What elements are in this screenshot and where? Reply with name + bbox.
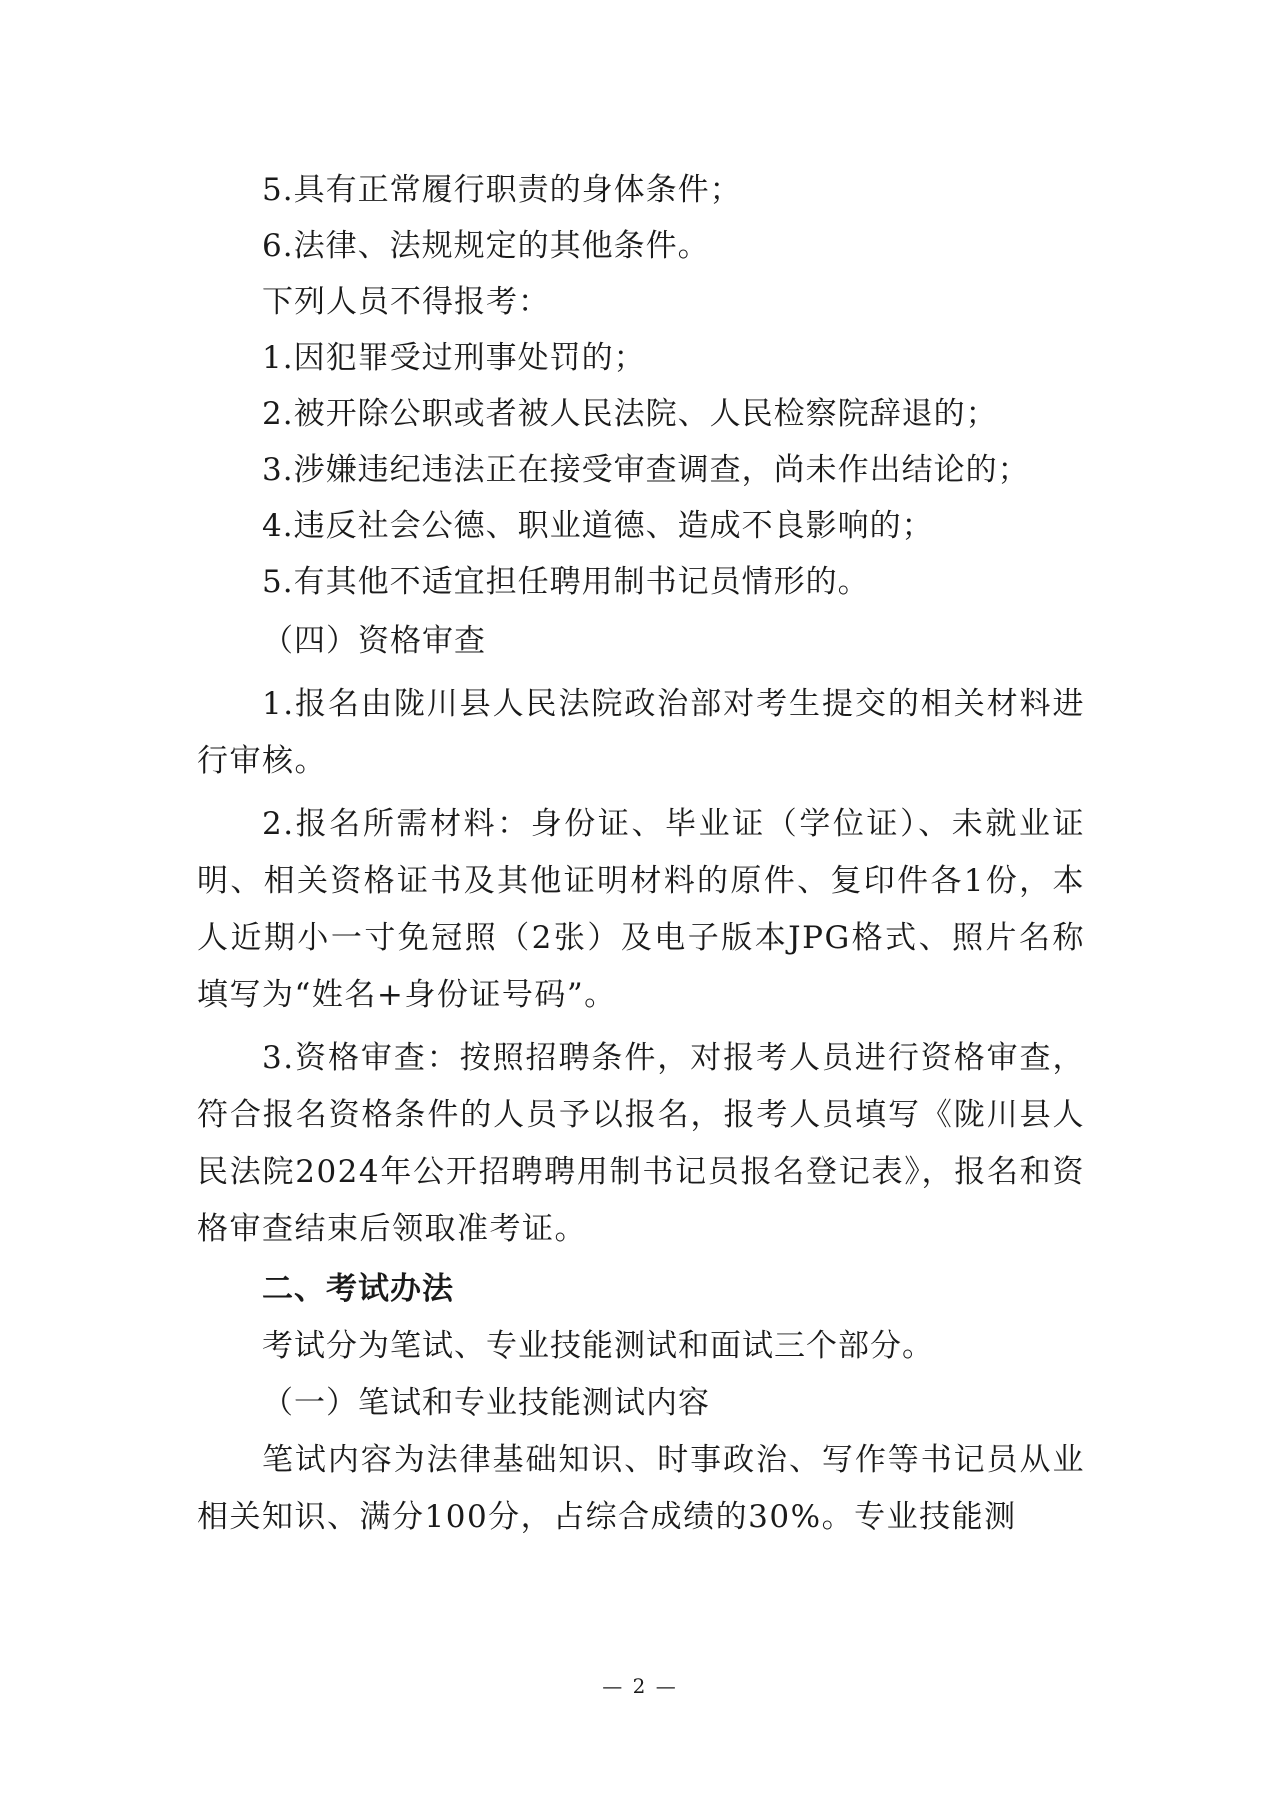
exam-intro: 考试分为笔试、专业技能测试和面试三个部分。	[262, 1328, 934, 1364]
exclusion-2: 2.被开除公职或者被人民法院、人民检察院辞退的；	[262, 396, 998, 432]
written-test-subtitle: （一）笔试和专业技能测试内容	[262, 1385, 710, 1421]
qualification-paragraph-3: 3.资格审查：按照招聘条件，对报考人员进行资格审查，符合报名资格条件的人员予以报名，报考人员填写《陇川县人民法院2024年公开招聘聘用制书记员报名登记表》，报名和资格审查结束后领取准考证。	[197, 1040, 1085, 1247]
exclusion-4: 4.违反社会公德、职业道德、造成不良影响的；	[262, 508, 934, 544]
condition-6: 6.法律、法规规定的其他条件。	[262, 228, 710, 264]
written-test-paragraph: 笔试内容为法律基础知识、时事政治、写作等书记员从业相关知识、满分100分，占综合成绩的30%。专业技能测	[197, 1442, 1085, 1535]
section-exam-method-title: 二、考试办法	[262, 1271, 454, 1307]
exclusion-1: 1.因犯罪受过刑事处罚的；	[262, 340, 646, 376]
qualification-paragraph-1: 1.报名由陇川县人民法院政治部对考生提交的相关材料进行审核。	[197, 686, 1085, 779]
section-qualification-review-title: （四）资格审查	[262, 623, 486, 659]
exclusion-5: 5.有其他不适宜担任聘用制书记员情形的。	[262, 564, 870, 600]
exclusion-3: 3.涉嫌违纪违法正在接受审查调查，尚未作出结论的；	[262, 452, 1030, 488]
document-body	[197, 162, 1085, 1546]
page-number: — 2 —	[602, 1674, 678, 1698]
exclusion-heading: 下列人员不得报考：	[262, 284, 550, 320]
condition-5: 5.具有正常履行职责的身体条件；	[262, 172, 742, 208]
qualification-paragraph-2: 2.报名所需材料：身份证、毕业证（学位证）、未就业证明、相关资格证书及其他证明材料的原件、复印件各1份，本人近期小一寸免冠照（2张）及电子版本JPG格式、照片名称填写为“姓名+身份证号码”。	[197, 806, 1085, 1013]
